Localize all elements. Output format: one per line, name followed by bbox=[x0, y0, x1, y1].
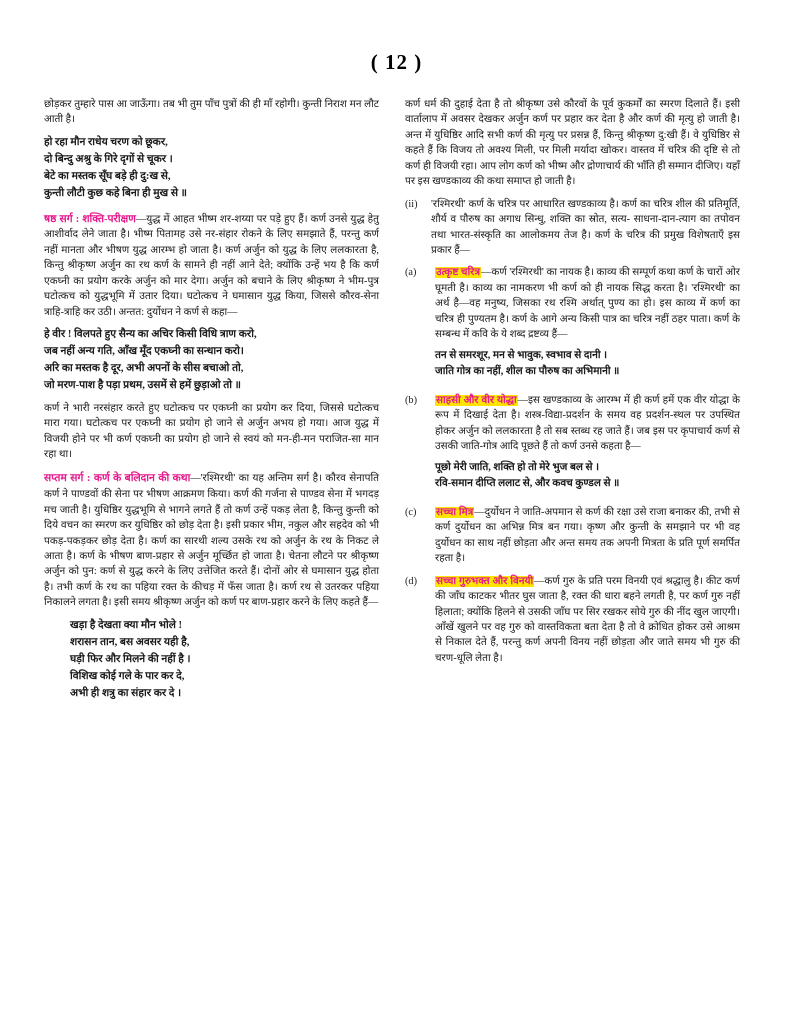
page-number: ( 12 ) bbox=[370, 50, 423, 74]
verse-line: अरि का मस्तक है दूर, अभी अपनों के सीस बचाओ तो, bbox=[44, 363, 244, 375]
list-item bbox=[405, 265, 740, 385]
highlighted-term: सच्चा मित्र bbox=[436, 506, 474, 518]
verse-line: जब नहीं अन्य गति, आँख मूँद एकघ्नी का सन्धान करो। bbox=[44, 346, 244, 358]
feature-text: —कर्ण 'रश्मिरथी' का नायक है। काव्य की सम्पूर्ण कथा कर्ण के चारों ओर घूमती है। काव्य का नामकरण भी कर्ण को ही नायक सिद्ध करता है। 'रश्मिरथी' का अर्थ है—वह मनुष्य, जिसका रथ रश्मि अर्थात् पुण्य का हो। इस काव्य में कर्ण का चरित्र ही पुण्यतम है। कर्ण के आगे अन्य किसी पात्र का चरित्र नहीं ठहर पाता। कर्ण के सम्बन्ध में कवि के ये शब्द द्रष्टव्य हैं— bbox=[435, 267, 740, 341]
verse-line: रवि-समान दीप्ति ललाट से, और कवच कुण्डल से ॥ bbox=[435, 478, 620, 490]
section-heading-seventh-sarg bbox=[44, 471, 379, 610]
sarg-body: —युद्ध में आहत भीष्म शर-शय्या पर पड़े हुए हैं। कर्ण उनसे युद्ध हेतु आशीर्वाद लेने जाता है। भीष्म पितामह उसे नर-संहार रोकने के लिए समझाते हैं, परन्तु कर्ण नहीं मानता और भीषण युद्ध आरम्भ हो जाता है। कर्ण अर्जुन को युद्ध के लिए ललकारता है, किन्तु श्रीकृष्ण अर्जुन का रथ कर्ण के सामने ही नहीं आने देते; क्योंकि उन्हें भय है कि कर्ण एकघ्नी का प्रयोग करके अर्जुन को मार देगा। अर्जुन को बचाने के लिए श्रीकृष्ण ने भीम-पुत्र घटोत्कच को युद्धभूमि में उतार दिया। घटोत्कच ने घमासान युद्ध किया, जिससे कौरव-सेना त्राहि-त्राहि कर उठी। अन्तत: दुर्योधन ने कर्ण से कहा— bbox=[44, 213, 379, 318]
feature-text: —इस खण्डकाव्य के आरम्भ में ही कर्ण हमें एक वीर योद्धा के रूप में दिखाई देता है। शस्त्र-विद्या-प्रदर्शन के समय वह प्रदर्शन-स्थल पर उपस्थित होकर अर्जुन को ललकारता है तो सब स्तब्ध रह जाते हैं। जब इस पर कृपाचार्य कर्ण से उसकी जाति-गोत्र आदि पूछते हैं तो कर्ण उनसे कहता है— bbox=[435, 394, 740, 453]
verse-line: जाति गोत्र का नहीं, शील का पौरुष का अभिमानी ॥ bbox=[435, 366, 620, 378]
verse-line: दो बिन्दु अश्रु के गिरे दृगों से चूकर । bbox=[44, 154, 173, 166]
verse-line: विशिख कोई गले के पार कर दे, bbox=[70, 671, 185, 683]
verse-line: बेटे का मस्तक सूँघ बड़े ही दु:ख से, bbox=[44, 171, 171, 183]
verse-line: अभी ही शत्रु का संहार कर दे । bbox=[70, 688, 182, 700]
verse-line: खड़ा है देखता क्या मौन भोले ! bbox=[70, 619, 183, 631]
list-text bbox=[435, 393, 740, 498]
left-column bbox=[44, 97, 379, 709]
verse-block bbox=[44, 134, 379, 203]
list-text bbox=[435, 574, 740, 667]
paragraph: कर्ण धर्म की दुहाई देता है तो श्रीकृष्ण उसे कौरवों के पूर्व कुकर्मों का स्मरण दिलाते हैं। इसी वार्तालाप में अवसर देखकर अर्जुन कर्ण पर प्रहार कर देता है और कर्ण की मृत्यु हो जाती है। अन्त में युधिष्ठिर आदि सभी कर्ण की मृत्यु पर प्रसन्न हैं, किन्तु श्रीकृष्ण दु:खी हैं। वे युधिष्ठिर से कहते हैं कि विजय तो अवश्य मिली, पर मिली मर्यादा खोकर। वास्तव में चरित्र की दृष्टि से तो कर्ण ही विजयी रहा। आप लोग कर्ण को भीष्म और द्रोणाचार्य की भाँति ही सम्मान दीजिए। यहाँ पर इस खण्डकाव्य की कथा समाप्त हो जाती है। bbox=[405, 99, 740, 188]
list-marker: (a) bbox=[405, 267, 417, 279]
right-column bbox=[405, 97, 740, 666]
paragraph: छोड़कर तुम्हारे पास आ जाऊँगा। तब भी तुम पाँच पुत्रों की ही माँ रहोगी। कुन्ती निराश मन लौट आती है। bbox=[44, 99, 379, 126]
list-text bbox=[435, 265, 740, 385]
list-marker: (b) bbox=[405, 394, 418, 406]
verse-line: जो मरण-पाश है पड़ा प्रथम, उसमें से हमें छुड़ाओ तो ॥ bbox=[44, 380, 241, 392]
list-item bbox=[405, 505, 740, 567]
verse-block bbox=[435, 348, 740, 381]
feature-text: —कर्ण गुरु के प्रति परम विनयी एवं श्रद्धालु है। कीट कर्ण की जाँघ काटकर भीतर घुस जाता है, रक्त की धारा बहने लगती है, पर कर्ण गुरु नहीं हिलाता; क्योंकि हिलने से उसकी जाँघ पर सिर रखकर सोये गुरु की नींद खुल जाएगी। आँखें खुलने पर वह गुरु को वास्तविकता बता देता है तो वे क्रोधित होकर उसे आश्रम से निकाल देते हैं, परन्तु कर्ण अपनी विनय नहीं छोड़ता और जाते समय भी गुरु की चरण-धूलि लेता है। bbox=[435, 575, 741, 664]
two-column-layout bbox=[44, 97, 749, 709]
sarg-body: —'रश्मिरथी' का यह अन्तिम सर्ग है। कौरव सेनापति कर्ण ने पाण्डवों की सेना पर भीषण आक्रमण किया। कर्ण की गर्जना से पाण्डव सेना में भगदड़ मच जाती है। युधिष्ठिर युद्धभूमि से भागने लगते हैं तो कर्ण उन्हें पकड़ लेता है, किन्तु कुन्ती को दिये वचन का स्मरण कर युधिष्ठिर को छोड़ देता है। इसी प्रकार भीम, नकुल और सहदेव को भी पकड़-पकड़कर छोड़ देता है। कर्ण का सारथी शल्य उसके रथ को अर्जुन के रथ के निकट ले आता है। कर्ण के भीषण बाण-प्रहार से अर्जुन मूर्च्छित हो जाता है। चेतना लौटने पर श्रीकृष्ण अर्जुन को पुन: कर्ण से युद्ध करने के लिए उत्तेजित करते हैं। दोनों ओर से घमासान युद्ध होता है। तभी कर्ण के रथ का पहिया रक्त के कीचड़ में फँस जाता है। कर्ण रथ से उतरकर पहिया निकालने लगता है। इसी समय श्रीकृष्ण अर्जुन को कर्ण पर बाण-प्रहार करने के लिए कहते हैं— bbox=[44, 473, 379, 609]
highlighted-term: उत्कृष्ट चरित्र bbox=[436, 267, 481, 279]
verse-line: शरासन तान, बस अवसर यही है, bbox=[70, 636, 190, 648]
list-marker: (ii) bbox=[405, 198, 418, 210]
list-text bbox=[435, 505, 740, 567]
list-marker: (c) bbox=[405, 506, 417, 518]
highlighted-term: साहसी और वीर योद्धा bbox=[436, 394, 517, 406]
verse-block bbox=[435, 460, 740, 493]
section-heading-sixth-sarg bbox=[44, 212, 379, 321]
feature-text: —दुर्योधन ने जाति-अपमान से कर्ण की रक्षा उसे राजा बनाकर की, तभी से कर्ण दुर्योधन का अभिन्न मित्र बन गया। कृष्ण और कुन्ती के समझाने पर भी वह दुर्योधन का साथ नहीं छोड़ता और अन्त समय तक अपनी मित्रता के प्रति पूर्ण समर्पित रहता है। bbox=[435, 506, 740, 565]
list-item bbox=[405, 197, 740, 259]
sarg-title: षष्ठ सर्ग : शक्ति-परीक्षण bbox=[44, 213, 136, 225]
list-item bbox=[405, 393, 740, 498]
verse-block bbox=[44, 617, 379, 703]
list-marker: (d) bbox=[405, 575, 418, 587]
highlighted-term: सच्चा गुरुभक्त और विनयी bbox=[436, 575, 534, 587]
list-item bbox=[405, 574, 740, 667]
verse-line: कुन्ती लौटी कुछ कहे बिना ही मुख से ॥ bbox=[44, 188, 187, 200]
verse-line: हो रहा मौन राधेय चरण को छूकर, bbox=[44, 136, 168, 148]
list-text: 'रश्मिरथी' कर्ण के चरित्र पर आधारित खण्डकाव्य है। कर्ण का चरित्र शील की प्रतिमूर्ति, शौर्य व पौरुष का अगाध सिन्धु, शक्ति का स्रोत, सत्य- साधना-दान-त्याग का तपोवन तथा भारत-संस्कृति का आलोकमय तेज है। कर्ण के चरित्र की प्रमुख विशेषताएँ इस प्रकार हैं— bbox=[431, 198, 740, 256]
sarg-title: सप्तम सर्ग : कर्ण के बलिदान की कथा bbox=[44, 473, 191, 485]
verse-line: तन से समरशूर, मन से भावुक, स्वभाव से दानी । bbox=[435, 349, 608, 361]
verse-line: पूछो मेरी जाति, शक्ति हो तो मेरे भुज बल से । bbox=[435, 461, 600, 473]
verse-line: हे वीर ! विलपते हुए सैन्य का अचिर किसी विधि त्राण करो, bbox=[44, 329, 257, 341]
paragraph: कर्ण ने भारी नरसंहार करते हुए घटोत्कच पर एकघ्नी का प्रयोग कर दिया, जिससे घटोत्कच मारा गया। घटोत्कच पर एकघ्नी का प्रयोग हो जाने से अर्जुन अभय हो गया। आज युद्ध में विजयी होने पर भी कर्ण एकघ्नी का प्रयोग हो जाने से स्वयं को मन-ही-मन पराजित-सा मान रहा था। bbox=[44, 402, 379, 460]
verse-line: घड़ी फिर और मिलने की नहीं है । bbox=[70, 654, 191, 666]
verse-block bbox=[44, 326, 379, 395]
